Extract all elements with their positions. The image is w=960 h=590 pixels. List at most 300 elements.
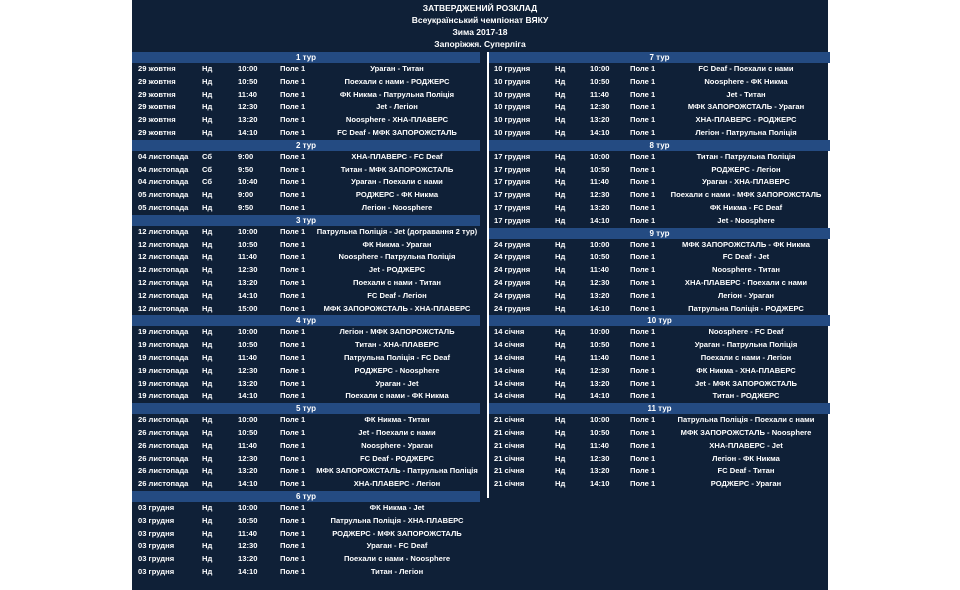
match-field: Поле 1 (630, 127, 656, 137)
match-date: 05 листопада (138, 190, 189, 200)
match-day: Сб (202, 177, 213, 187)
match-teams: Патрульна Поліція - Jet (догравання 2 тур) (316, 226, 478, 236)
match-field: Поле 1 (630, 164, 656, 174)
match-time: 12:30 (238, 453, 258, 463)
match-day: Нд (555, 340, 566, 350)
match-date: 03 грудня (138, 554, 175, 564)
match-day: Нд (555, 64, 566, 73)
match-time: 13:20 (238, 466, 258, 476)
match-teams: FC Deaf - Jet (722, 252, 770, 262)
match-row (489, 427, 830, 440)
match-field: Поле 1 (630, 440, 656, 450)
match-date: 17 грудня (494, 151, 531, 161)
match-row (132, 290, 480, 303)
match-row (132, 502, 480, 515)
match-time: 10:00 (238, 226, 258, 236)
match-teams: МФК ЗАПОРОЖСТАЛЬ - Noosphere (680, 427, 812, 437)
match-date: 21 січня (494, 466, 525, 476)
match-date: 17 грудня (494, 215, 531, 225)
match-field: Поле 1 (280, 265, 306, 275)
match-field: Поле 1 (630, 89, 656, 99)
match-time: 11:40 (238, 352, 258, 362)
match-teams: Титан - ХНА-ПЛАВЕРС (354, 340, 440, 350)
match-row (489, 114, 830, 127)
match-field: Поле 1 (630, 415, 656, 425)
match-date: 14 січня (494, 391, 525, 401)
match-field: Поле 1 (280, 352, 306, 362)
match-time: 10:50 (590, 340, 610, 350)
match-field: Поле 1 (280, 440, 306, 450)
match-day: Нд (555, 466, 566, 476)
match-field: Поле 1 (280, 164, 306, 174)
match-date: 12 листопада (138, 290, 189, 300)
match-row (132, 89, 480, 102)
match-day: Нд (555, 453, 566, 463)
match-teams: Поехали с нами - МФК ЗАПОРОЖСТАЛЬ (670, 190, 822, 200)
match-teams: ФК Никма - ХНА-ПЛАВЕРС (696, 365, 796, 375)
match-date: 24 грудня (494, 290, 531, 300)
round-header: 2 тур (132, 140, 480, 151)
match-time: 12:30 (238, 102, 258, 112)
match-row (132, 277, 480, 290)
match-teams: Ураган - Патрульна Поліція (694, 340, 798, 350)
match-time: 10:50 (238, 340, 258, 350)
match-row (489, 63, 830, 76)
match-row (132, 528, 480, 541)
match-day: Нд (555, 215, 566, 225)
match-time: 10:40 (238, 177, 258, 187)
match-row (132, 101, 480, 114)
match-field: Поле 1 (280, 226, 306, 236)
match-day: Нд (555, 239, 566, 249)
match-field: Поле 1 (280, 391, 306, 401)
match-field: Поле 1 (280, 554, 306, 564)
match-date: 12 листопада (138, 239, 189, 249)
match-teams: Jet - Легіон (376, 102, 418, 112)
match-teams: Патрульна Поліція - РОДЖЕРС (688, 303, 804, 313)
match-field: Поле 1 (630, 427, 656, 437)
match-field: Поле 1 (280, 89, 306, 99)
match-teams: Титан - Патрульна Поліція (696, 151, 796, 161)
match-date: 24 грудня (494, 303, 531, 313)
match-time: 10:00 (590, 327, 610, 337)
match-day: Нд (555, 415, 566, 425)
match-time: 13:20 (590, 378, 610, 388)
match-time: 12:30 (590, 190, 610, 200)
match-field: Поле 1 (630, 64, 656, 73)
match-row (132, 226, 480, 239)
match-teams: Ураган - FC Deaf (366, 541, 428, 551)
match-day: Нд (202, 528, 213, 538)
match-row (489, 239, 830, 252)
match-date: 24 грудня (494, 252, 531, 262)
match-time: 10:50 (590, 76, 610, 86)
match-teams: Титан - МФК ЗАПОРОЖСТАЛЬ (340, 164, 454, 174)
match-date: 12 листопада (138, 226, 189, 236)
match-date: 10 грудня (494, 115, 531, 125)
match-date: 10 грудня (494, 64, 531, 73)
match-row (489, 326, 830, 339)
match-day: Нд (202, 226, 213, 236)
match-row (489, 478, 830, 491)
match-row (489, 127, 830, 140)
match-field: Поле 1 (280, 102, 306, 112)
match-date: 26 листопада (138, 479, 189, 489)
match-row (489, 303, 830, 316)
match-date: 19 листопада (138, 365, 189, 375)
match-teams: ХНА-ПЛАВЕРС - Jet (709, 440, 783, 450)
match-row (132, 264, 480, 277)
match-teams: МФК ЗАПОРОЖСТАЛЬ - ФК Никма (682, 239, 810, 249)
match-field: Поле 1 (280, 64, 306, 73)
match-row (132, 566, 480, 579)
right-column (487, 52, 830, 498)
match-teams: МФК ЗАПОРОЖСТАЛЬ - Патрульна Поліція (316, 466, 478, 476)
match-row (489, 215, 830, 228)
match-field: Поле 1 (630, 327, 656, 337)
match-field: Поле 1 (280, 252, 306, 262)
round-header: 11 тур (489, 403, 830, 414)
match-field: Поле 1 (280, 453, 306, 463)
match-time: 13:20 (238, 115, 258, 125)
match-date: 10 грудня (494, 127, 531, 137)
match-time: 12:30 (590, 277, 610, 287)
match-teams: ФК Никма - FC Deaf (709, 202, 783, 212)
match-day: Сб (202, 164, 213, 174)
match-date: 03 грудня (138, 528, 175, 538)
match-day: Нд (202, 252, 213, 262)
match-teams: РОДЖЕРС - Легіон (711, 164, 781, 174)
match-date: 03 грудня (138, 515, 175, 525)
match-day: Нд (202, 554, 213, 564)
match-row (132, 390, 480, 403)
match-date: 04 листопада (138, 151, 189, 161)
match-time: 11:40 (590, 265, 610, 275)
match-day: Нд (202, 352, 213, 362)
match-time: 10:50 (238, 239, 258, 249)
match-teams: Поехали с нами - Noosphere (343, 554, 451, 564)
match-row (489, 453, 830, 466)
match-field: Поле 1 (280, 290, 306, 300)
match-day: Нд (202, 102, 213, 112)
match-field: Поле 1 (280, 528, 306, 538)
round-header: 7 тур (489, 52, 830, 63)
match-date: 24 грудня (494, 239, 531, 249)
match-day: Нд (555, 127, 566, 137)
match-time: 11:40 (238, 89, 258, 99)
match-day: Нд (202, 303, 213, 313)
match-field: Поле 1 (280, 427, 306, 437)
match-time: 11:40 (590, 89, 610, 99)
match-row (489, 352, 830, 365)
match-time: 12:30 (238, 541, 258, 551)
match-field: Поле 1 (630, 352, 656, 362)
season: Зима 2017-18 (452, 27, 508, 37)
match-teams: Легіон - Noosphere (361, 202, 433, 212)
match-date: 03 грудня (138, 541, 175, 551)
match-date: 29 жовтня (138, 115, 176, 125)
match-day: Нд (555, 303, 566, 313)
match-field: Поле 1 (280, 515, 306, 525)
match-row (132, 151, 480, 164)
match-teams: ХНА-ПЛАВЕРС - РОДЖЕРС (695, 115, 797, 125)
match-teams: Патрульна Поліція - Поехали с нами (677, 415, 815, 425)
match-day: Нд (202, 502, 213, 512)
match-row (132, 114, 480, 127)
match-time: 10:50 (590, 427, 610, 437)
match-field: Поле 1 (630, 466, 656, 476)
match-date: 29 жовтня (138, 102, 176, 112)
match-row (489, 339, 830, 352)
match-time: 13:20 (590, 290, 610, 300)
match-teams: Поехали с нами - Легіон (700, 352, 792, 362)
match-row (489, 251, 830, 264)
match-field: Поле 1 (630, 151, 656, 161)
match-teams: Титан - Легіон (370, 566, 424, 576)
match-teams: ХНА-ПЛАВЕРС - Поехали с нами (684, 277, 808, 287)
match-field: Поле 1 (630, 239, 656, 249)
match-day: Нд (202, 340, 213, 350)
match-day: Нд (202, 378, 213, 388)
match-time: 12:30 (590, 453, 610, 463)
match-time: 10:50 (238, 76, 258, 86)
match-field: Поле 1 (280, 502, 306, 512)
match-date: 17 грудня (494, 164, 531, 174)
match-time: 9:00 (238, 190, 254, 200)
match-row (489, 176, 830, 189)
match-field: Поле 1 (630, 290, 656, 300)
match-date: 17 грудня (494, 190, 531, 200)
match-row (489, 164, 830, 177)
match-date: 14 січня (494, 352, 525, 362)
match-field: Поле 1 (630, 215, 656, 225)
match-field: Поле 1 (280, 541, 306, 551)
match-date: 12 листопада (138, 252, 189, 262)
match-day: Нд (555, 427, 566, 437)
match-day: Нд (202, 202, 213, 212)
match-teams: РОДЖЕРС - ФК Никма (355, 190, 439, 200)
match-row (132, 127, 480, 140)
match-field: Поле 1 (280, 479, 306, 489)
match-day: Нд (555, 202, 566, 212)
match-date: 29 жовтня (138, 64, 176, 73)
match-time: 9:50 (238, 202, 254, 212)
match-row (132, 326, 480, 339)
match-teams: Noosphere - Ураган (361, 440, 433, 450)
match-field: Поле 1 (280, 378, 306, 388)
match-field: Поле 1 (630, 303, 656, 313)
match-day: Нд (555, 352, 566, 362)
match-teams: Титан - РОДЖЕРС (712, 391, 780, 401)
match-teams: Noosphere - ФК Никма (704, 76, 788, 86)
match-day: Нд (555, 365, 566, 375)
match-field: Поле 1 (280, 415, 306, 425)
match-teams: Jet - РОДЖЕРС (368, 265, 426, 275)
match-teams: Ураган - Jet (375, 378, 419, 388)
match-row (489, 101, 830, 114)
match-teams: ХНА-ПЛАВЕРС - Легіон (353, 479, 441, 489)
match-field: Поле 1 (630, 177, 656, 187)
match-teams: ФК Никма - Патрульна Поліція (339, 89, 455, 99)
match-row (132, 339, 480, 352)
match-row (132, 478, 480, 491)
match-row (489, 390, 830, 403)
round-header: 10 тур (489, 315, 830, 326)
match-date: 29 жовтня (138, 89, 176, 99)
match-day: Нд (202, 327, 213, 337)
left-column (132, 52, 480, 579)
match-teams: РОДЖЕРС - Noosphere (354, 365, 440, 375)
match-date: 12 листопада (138, 277, 189, 287)
match-time: 10:00 (590, 64, 610, 73)
match-date: 21 січня (494, 440, 525, 450)
match-time: 11:40 (590, 352, 610, 362)
match-day: Нд (202, 391, 213, 401)
match-field: Поле 1 (280, 202, 306, 212)
match-date: 26 листопада (138, 453, 189, 463)
match-day: Нд (202, 127, 213, 137)
match-teams: МФК ЗАПОРОЖСТАЛЬ - Ураган (687, 102, 805, 112)
match-day: Нд (555, 115, 566, 125)
match-time: 11:40 (238, 528, 258, 538)
match-date: 21 січня (494, 427, 525, 437)
match-time: 13:20 (238, 554, 258, 564)
match-teams: ФК Никма - Титан (364, 415, 430, 425)
match-row (489, 89, 830, 102)
match-row (489, 440, 830, 453)
match-field: Поле 1 (280, 177, 306, 187)
match-day: Нд (555, 378, 566, 388)
match-day: Нд (555, 177, 566, 187)
match-time: 10:00 (238, 64, 258, 73)
match-time: 13:20 (590, 466, 610, 476)
match-field: Поле 1 (280, 151, 306, 161)
match-date: 14 січня (494, 327, 525, 337)
match-teams: Ураган - Поехали с нами (351, 177, 443, 187)
match-date: 21 січня (494, 453, 525, 463)
match-teams: Поехали с нами - Титан (353, 277, 441, 287)
match-day: Нд (555, 190, 566, 200)
round-header: 9 тур (489, 228, 830, 239)
match-date: 19 листопада (138, 391, 189, 401)
match-time: 14:10 (238, 391, 258, 401)
match-field: Поле 1 (630, 252, 656, 262)
match-row (132, 553, 480, 566)
match-field: Поле 1 (280, 115, 306, 125)
match-time: 14:10 (590, 303, 610, 313)
match-row (132, 164, 480, 177)
match-date: 26 листопада (138, 466, 189, 476)
match-field: Поле 1 (280, 566, 306, 576)
match-field: Поле 1 (280, 365, 306, 375)
match-row (132, 427, 480, 440)
match-time: 11:40 (238, 440, 258, 450)
match-date: 21 січня (494, 479, 525, 489)
match-date: 19 листопада (138, 352, 189, 362)
match-teams: Легіон - МФК ЗАПОРОЖСТАЛЬ (339, 327, 455, 337)
match-date: 14 січня (494, 340, 525, 350)
match-time: 10:00 (238, 327, 258, 337)
match-field: Поле 1 (630, 76, 656, 86)
match-time: 10:50 (238, 427, 258, 437)
match-teams: Noosphere - Патрульна Поліція (338, 252, 456, 262)
match-day: Нд (555, 327, 566, 337)
match-row (489, 365, 830, 378)
match-date: 10 грудня (494, 102, 531, 112)
round-header: 8 тур (489, 140, 830, 151)
match-row (132, 414, 480, 427)
match-field: Поле 1 (280, 127, 306, 137)
match-time: 12:30 (238, 365, 258, 375)
match-time: 10:00 (238, 415, 258, 425)
match-time: 13:20 (238, 378, 258, 388)
match-teams: Ураган - ХНА-ПЛАВЕРС (702, 177, 790, 187)
match-row (489, 202, 830, 215)
match-row (489, 76, 830, 89)
match-time: 13:20 (590, 115, 610, 125)
match-date: 10 грудня (494, 76, 531, 86)
match-row (132, 540, 480, 553)
round-header: 3 тур (132, 215, 480, 226)
match-teams: Noosphere - Титан (712, 265, 780, 275)
round-header: 4 тур (132, 315, 480, 326)
match-day: Нд (555, 440, 566, 450)
match-teams: РОДЖЕРС - МФК ЗАПОРОЖСТАЛЬ (332, 528, 462, 538)
match-day: Нд (555, 151, 566, 161)
match-time: 9:00 (238, 151, 254, 161)
match-day: Сб (202, 151, 213, 161)
match-time: 14:10 (590, 391, 610, 401)
match-day: Нд (555, 277, 566, 287)
match-row (132, 251, 480, 264)
match-teams: Jet - МФК ЗАПОРОЖСТАЛЬ (694, 378, 798, 388)
match-day: Нд (555, 252, 566, 262)
match-date: 17 грудня (494, 177, 531, 187)
match-date: 24 грудня (494, 277, 531, 287)
match-day: Нд (202, 239, 213, 249)
match-teams: FC Deaf - Легіон (367, 290, 427, 300)
match-date: 12 листопада (138, 265, 189, 275)
schedule-title: ЗАТВЕРДЖЕНИЙ РОЗКЛАД (422, 3, 538, 13)
match-time: 14:10 (238, 566, 258, 576)
round-header: 1 тур (132, 52, 480, 63)
match-row (489, 378, 830, 391)
match-day: Нд (555, 391, 566, 401)
match-time: 10:00 (590, 415, 610, 425)
match-field: Поле 1 (630, 115, 656, 125)
match-row (489, 414, 830, 427)
match-teams: Поехали с нами - РОДЖЕРС (344, 76, 450, 86)
match-field: Поле 1 (280, 190, 306, 200)
match-field: Поле 1 (280, 239, 306, 249)
match-row (132, 465, 480, 478)
match-teams: Легіон - Ураган (717, 290, 775, 300)
match-time: 12:30 (590, 365, 610, 375)
championship-name: Всеукраїнський чемпіонат ВЯКУ (411, 15, 549, 25)
match-date: 14 січня (494, 378, 525, 388)
match-teams: Jet - Noosphere (717, 215, 775, 225)
match-time: 14:10 (590, 215, 610, 225)
match-date: 19 листопада (138, 340, 189, 350)
match-field: Поле 1 (630, 265, 656, 275)
match-field: Поле 1 (630, 340, 656, 350)
round-header: 6 тур (132, 491, 480, 502)
match-field: Поле 1 (630, 277, 656, 287)
match-teams: FC Deaf - РОДЖЕРС (360, 453, 434, 463)
match-day: Нд (202, 566, 213, 576)
match-time: 9:50 (238, 164, 254, 174)
match-row (132, 352, 480, 365)
